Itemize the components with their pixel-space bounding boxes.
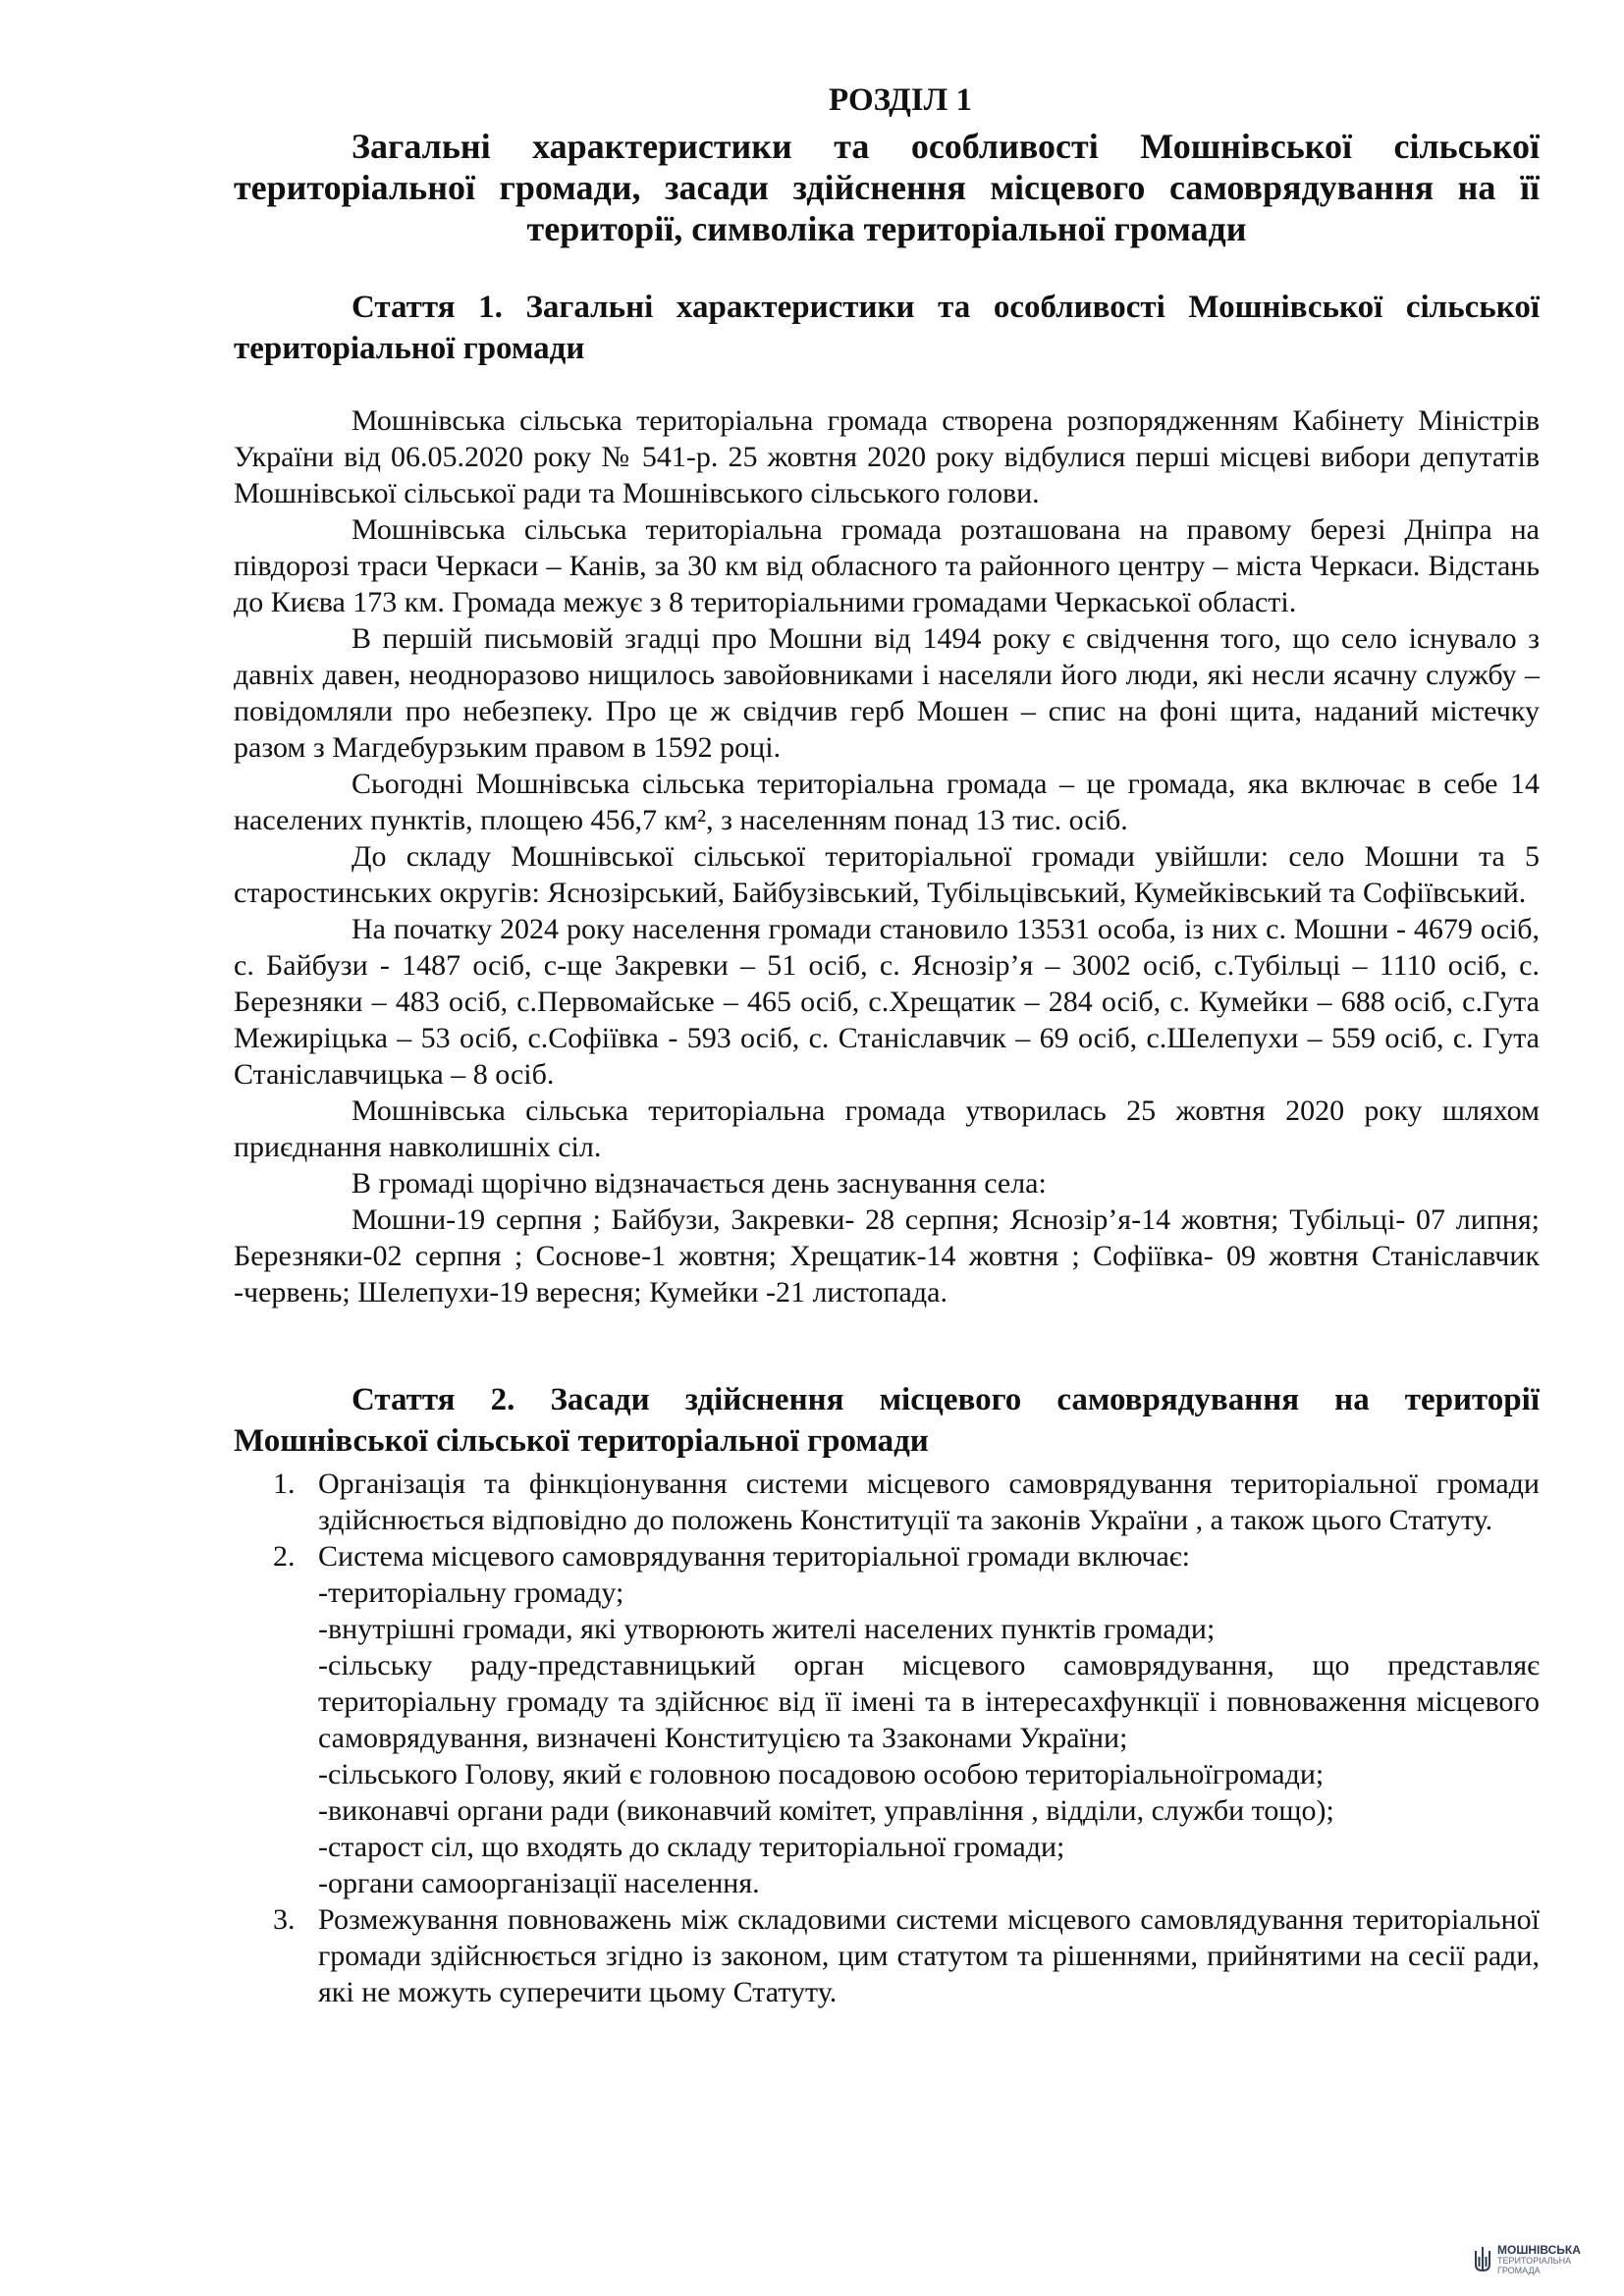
sub-list (318, 1575, 1540, 1901)
list-text: Розмежування повноважень між складовими системи місцевого самовлядування територіальної громади здійснюється згідно із законом, цим статутом та рішеннями, прийнятими на сесії ради, які не можуть суперечити цьому Статуту. (318, 1903, 1540, 2008)
list-number: 3. (273, 1903, 296, 1936)
sub-item: -сільського Голову, який є головною посадовою особою територіальноїгромади; (318, 1758, 1325, 1790)
article-2-list (234, 1466, 1540, 2010)
paragraph: До складу Мошнівської сільської територіальної громади увійшли: село Мошни та 5 старостинських округів: Яснозірський, Байбузівський, Тубільцівський, Кумейківський та Софіївський. (234, 840, 1540, 909)
sub-item: -територіальну громаду; (318, 1576, 624, 1609)
list-item (234, 1901, 1540, 2010)
article-1-title: Стаття 1. Загальні характеристики та особливості Мошнівської сільської територіальної громади (234, 290, 1540, 366)
section-title: Загальні характеристики та особливості Мошнівської сільської територіальної громади, засади здійснення місцевого самоврядування на її території, символіка територіальної громади (234, 127, 1540, 248)
sub-item: -внутрішні громади, які утворюють жителі населених пунктів громади; (318, 1613, 1216, 1645)
list-item (234, 1538, 1540, 1901)
sub-item: -виконавчі органи ради (виконавчий комітет, управління , відділи, служби тощо); (318, 1794, 1334, 1827)
paragraph: Сьогодні Мошнівська сільська територіальна громада – це громада, яка включає в себе 14 населених пунктів, площею 456,7 км², з населенням понад 13 тис. осіб. (234, 768, 1540, 836)
paragraph: В громаді щорічно відзначається день заснування села: (352, 1167, 1047, 1200)
trident-icon (1473, 2245, 1492, 2274)
list-number: 1. (273, 1468, 296, 1500)
list-item (234, 1466, 1540, 1538)
paragraph: Мошнівська сільська територіальна громада утворилась 25 жовтня 2020 року шляхом приєднання навколишніх сіл. (234, 1095, 1540, 1163)
logo-line-1: МОШНІВСЬКА (1497, 2243, 1581, 2257)
community-logo (1473, 2244, 1581, 2275)
sub-item: -старост сіл, що входять до складу територіальної громади; (318, 1831, 1065, 1863)
list-text: Система місцевого самоврядування територіальної громади включає: (318, 1540, 1191, 1573)
list-text: Організація та фінкціонування системи місцевого самоврядування територіальної громади здійснюється відповідно до положень Конституції та законів України , а також цього Статуту. (318, 1468, 1540, 1536)
logo-line-3: ГРОМАДА (1497, 2266, 1541, 2275)
logo-line-2: ТЕРИТОРІАЛЬНА (1497, 2256, 1572, 2266)
logo-text (1497, 2244, 1581, 2275)
paragraph: Мошнівська сільська територіальна громада розташована на правому березі Дніпра на півдорозі траси Черкаси – Канів, за 30 км від обласного та районного центру – міста Черкаси. Відстань до Києва 173 км. Громада межує з 8 територіальними громадами Черкаської області. (234, 513, 1540, 618)
paragraph: Мошнівська сільська територіальна громада створена розпорядженням Кабінету Міністрів України від 06.05.2020 року № 541-р. 25 жовтня 2020 року відбулися перші місцеві вибори депутатів Мошнівської сільської ради та Мошнівського сільського голови. (234, 404, 1540, 509)
paragraph: Мошни-19 серпня ; Байбузи, Закревки- 28 серпня; Яснозір’я-14 жовтня; Тубільці- 07 липня; Березняки-02 серпня ; Соснове-1 жовтня; Хрещатик-14 жовтня ; Софіївка- 09 жовтня Станіславчик -червень; Шелепухи-19 вересня; Кумейки -21 листопада. (234, 1203, 1540, 1308)
article-2-title: Стаття 2. Засади здійснення місцевого самоврядування на території Мошнівської сільської територіальної громади (234, 1382, 1540, 1459)
section-label: РОЗДІЛ 1 (829, 82, 972, 118)
paragraph: На початку 2024 року населення громади становило 13531 особа, із них с. Мошни - 4679 осіб, с. Байбузи - 1487 осіб, с-ще Закревки – 51 осіб, с. Яснозір’я – 3002 осіб, с.Тубільці – 1110 осіб, с. Березняки – 483 осіб, с.Первомайське – 465 осіб, с.Хрещатик – 284 осіб, с. Кумейки – 688 осіб, с.Гута Межиріцька – 53 осіб, с.Софіївка - 593 осіб, с. Станіславчик – 69 осіб, с.Шелепухи – 559 осіб, с. Гута Станіславчицька – 8 осіб. (234, 913, 1540, 1091)
sub-item: -сільську раду-представницький орган місцевого самоврядування, що представляє територіальну громаду та здійснює від її імені та в інтересахфункції і повноваження місцевого самоврядування, визначені Конституцією та Ззаконами України; (318, 1649, 1540, 1754)
paragraph: В першій письмовій згадці про Мошни від 1494 року є свідчення того, що село існувало з давніх давен, неодноразово нищилось завойовниками і населяли його люди, які несли ясачну службу – повідомляли про небезпеку. Про це ж свідчив герб Мошен – спис на фоні щита, наданий містечку разом з Магдебурзьким правом в 1592 році. (234, 622, 1540, 764)
sub-item: -органи самоорганізації населення. (318, 1867, 760, 1899)
list-number: 2. (273, 1540, 296, 1573)
article-1-body (234, 402, 1540, 1310)
document-page (234, 80, 1540, 2010)
